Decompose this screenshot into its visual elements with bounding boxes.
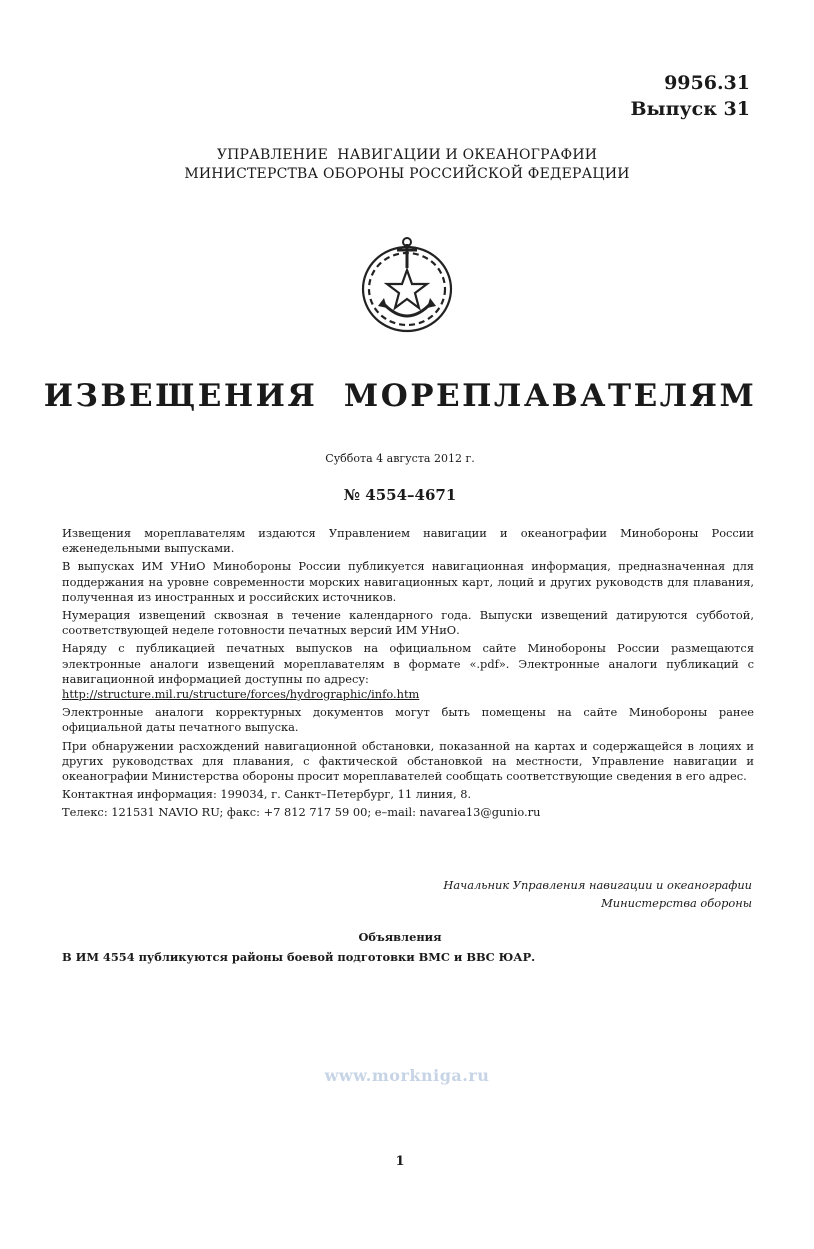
body-text xyxy=(62,526,754,824)
organization-line-2: МИНИСТЕРСТВА ОБОРОНЫ РОССИЙСКОЙ ФЕДЕРАЦИИ xyxy=(184,166,630,182)
document-code: 9956.31 xyxy=(664,72,750,94)
announcements-heading: Объявления xyxy=(358,930,442,944)
watermark: www.morkniga.ru xyxy=(324,1066,490,1085)
link-paragraph xyxy=(62,687,754,702)
website-link[interactable]: http://structure.mil.ru/structure/forces/hydrographic/info.htm xyxy=(62,687,420,702)
announcement-text: В ИМ 4554 публикуются районы боевой подготовки ВМС и ВВС ЮАР. xyxy=(62,950,536,964)
page-title: ИЗВЕЩЕНИЯ МОРЕПЛАВАТЕЛЯМ xyxy=(43,378,757,414)
document-code-block xyxy=(630,70,750,122)
paragraph-discrepancies: При обнаружении расхождений навигационной обстановки, показанной на картах и содержащейся в лоциях и других руководствах для плавания, с фактической обстановкой на местности, Управление навигации и океанографии Министерства обороны просит мореплавателей сообщать соответствующие сведения в его адрес. xyxy=(62,738,754,784)
paragraph-electronic-text: Наряду с публикацией печатных выпусков на официальном сайте Минобороны России размещаются электронные аналоги извещений мореплавателям в формате «.pdf». Электронные аналоги публикаций с навигационной информацией доступны по адресу: xyxy=(62,641,754,686)
notice-range: № 4554–4671 xyxy=(343,486,457,504)
issue-number: Выпуск 31 xyxy=(630,98,750,120)
signature-block xyxy=(443,876,752,912)
paragraph-electronic xyxy=(62,641,754,687)
paragraph-publication: Извещения мореплавателям издаются Управлением навигации и океанографии Минобороны России еженедельными выпусками. xyxy=(62,526,754,556)
naval-emblem-icon xyxy=(352,232,462,342)
paragraph-content: В выпусках ИМ УНиО Минобороны России публикуется навигационная информация, предназначенная для поддержания на уровне современности морских навигационных карт, лоций и других руководств для плавания, полученная из иностранных и российских источников. xyxy=(62,559,754,604)
signature-line-1: Начальник Управления навигации и океанографии xyxy=(443,878,752,892)
organization-line-1: УПРАВЛЕНИЕ НАВИГАЦИИ И ОКЕАНОГРАФИИ xyxy=(216,147,598,163)
paragraph-early-publication: Электронные аналоги корректурных документов могут быть помещены на сайте Минобороны ранее официальной даты печатного выпуска. xyxy=(62,705,754,735)
page-number: 1 xyxy=(395,1154,405,1169)
contact-address: Контактная информация: 199034, г. Санкт–Петербург, 11 линия, 8. xyxy=(62,787,472,802)
signature-line-2: Министерства обороны xyxy=(601,896,752,910)
contact-telex: Телекс: 121531 NAVIO RU; факс: +7 812 717 59 00; e–mail: navarea13@gunio.ru xyxy=(62,805,541,820)
paragraph-numbering: Нумерация извещений сквозная в течение календарного года. Выпуски извещений датируются субботой, соответствующей неделе готовности печатных версий ИМ УНиО. xyxy=(62,608,754,638)
organization-block xyxy=(0,146,814,184)
issue-date: Суббота 4 августа 2012 г. xyxy=(325,452,475,465)
